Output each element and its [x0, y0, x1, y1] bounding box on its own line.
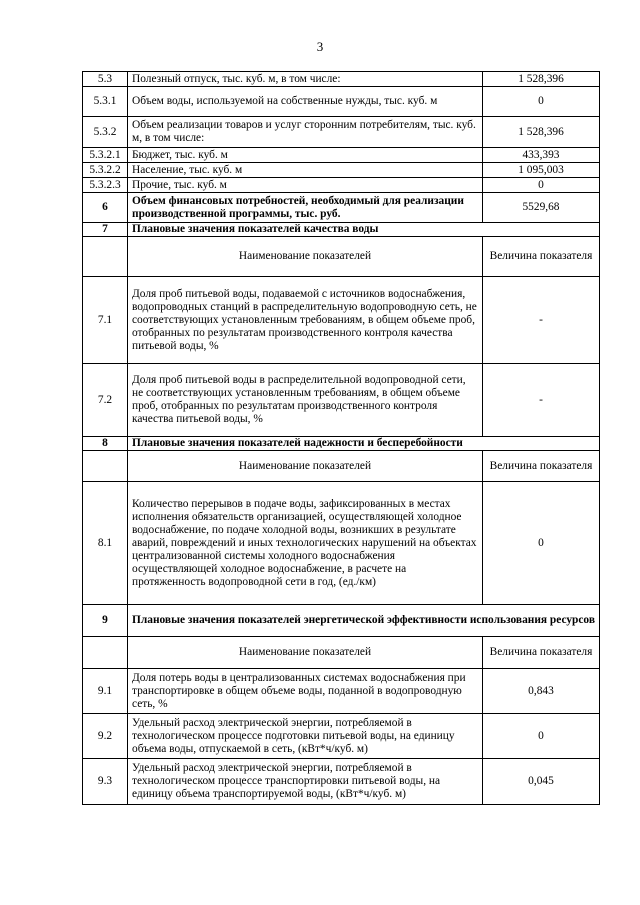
indicators-table — [82, 71, 600, 805]
header-name: Наименование показателей — [128, 637, 483, 669]
header-name: Наименование показателей — [128, 237, 483, 277]
row-number: 5.3.2 — [83, 117, 128, 148]
header-value: Величина показателя — [483, 451, 600, 482]
table-row — [83, 277, 600, 364]
row-number: 5.3.2.3 — [83, 178, 128, 193]
row-value: 1 528,396 — [483, 72, 600, 87]
row-name: Доля проб питьевой воды, подаваемой с источников водоснабжения, водопроводных станций в распределительную водопроводную сеть, не соответствующих установленным требованиям, в общем объеме проб, отобранных по результатам производственного контроля качества питьевой воды, % — [128, 277, 483, 364]
row-name: Объем воды, используемой на собственные нужды, тыс. куб. м — [128, 87, 483, 117]
row-number: 8.1 — [83, 482, 128, 605]
row-name: Объем финансовых потребностей, необходимый для реализации производственной программы, тыс. руб. — [128, 193, 483, 223]
row-name: Население, тыс. куб. м — [128, 163, 483, 178]
row-value: - — [483, 277, 600, 364]
table-row — [83, 72, 600, 87]
section-header-row — [83, 437, 600, 451]
table-row — [83, 87, 600, 117]
row-number: 7.1 — [83, 277, 128, 364]
table-row — [83, 714, 600, 759]
table-row — [83, 117, 600, 148]
empty-cell — [83, 451, 128, 482]
row-name: Удельный расход электрической энергии, потребляемой в технологическом процессе транспортировки питьевой воды, на единицу объема транспортируемой воды, (кВт*ч/куб. м) — [128, 759, 483, 805]
row-number: 5.3.2.2 — [83, 163, 128, 178]
row-name: Бюджет, тыс. куб. м — [128, 148, 483, 163]
header-name: Наименование показателей — [128, 451, 483, 482]
empty-cell — [83, 237, 128, 277]
row-number: 6 — [83, 193, 128, 223]
row-name: Объем реализации товаров и услуг сторонним потребителям, тыс. куб. м, в том числе: — [128, 117, 483, 148]
row-name: Доля потерь воды в централизованных системах водоснабжения при транспортировке в общем объеме воды, поданной в водопроводную сеть, % — [128, 669, 483, 714]
row-value: 0 — [483, 178, 600, 193]
table-row — [83, 178, 600, 193]
header-value: Величина показателя — [483, 237, 600, 277]
section-title: Плановые значения показателей качества воды — [128, 223, 600, 237]
section-number: 8 — [83, 437, 128, 451]
row-value: 433,393 — [483, 148, 600, 163]
table-row — [83, 148, 600, 163]
column-header-row — [83, 237, 600, 277]
row-number: 9.2 — [83, 714, 128, 759]
row-name: Количество перерывов в подаче воды, зафиксированных в местах исполнения обязательств организацией, осуществляющей холодное водоснабжение, по подаче холодной воды, возникших в результате аварий, повреждений и иных технологических нарушений на объектах централизованной системы холодного водоснабжения осуществляющей холодное водоснабжение, в расчете на протяженность водопроводной сети в год, (ед./км) — [128, 482, 483, 605]
row-value: 0,843 — [483, 669, 600, 714]
row-number: 5.3.2.1 — [83, 148, 128, 163]
column-header-row — [83, 637, 600, 669]
row-number: 9.1 — [83, 669, 128, 714]
row-name: Удельный расход электрической энергии, потребляемой в технологическом процессе подготовки питьевой воды, на единицу объема воды, отпускаемой в сеть, (кВт*ч/куб. м) — [128, 714, 483, 759]
row-value: 0,045 — [483, 759, 600, 805]
table-row — [83, 669, 600, 714]
table-row — [83, 482, 600, 605]
row-name: Полезный отпуск, тыс. куб. м, в том числе: — [128, 72, 483, 87]
section-number: 9 — [83, 605, 128, 637]
row-value: 0 — [483, 482, 600, 605]
row-number: 7.2 — [83, 364, 128, 437]
row-name: Доля проб питьевой воды в распределительной водопроводной сети, не соответствующих установленным требованиям, в общем объеме проб, отобранных по результатам производственного контроля качества питьевой воды, % — [128, 364, 483, 437]
row-value: 1 095,003 — [483, 163, 600, 178]
row-number: 9.3 — [83, 759, 128, 805]
section-header-row — [83, 605, 600, 637]
header-value: Величина показателя — [483, 637, 600, 669]
row-value: 0 — [483, 87, 600, 117]
table-row — [83, 193, 600, 223]
section-header-row — [83, 223, 600, 237]
row-name: Прочие, тыс. куб. м — [128, 178, 483, 193]
section-title: Плановые значения показателей надежности и бесперебойности — [128, 437, 600, 451]
table-row — [83, 364, 600, 437]
section-title: Плановые значения показателей энергетической эффективности использования ресурсов — [128, 605, 600, 637]
section-number: 7 — [83, 223, 128, 237]
empty-cell — [83, 637, 128, 669]
row-value: 0 — [483, 714, 600, 759]
row-value: 1 528,396 — [483, 117, 600, 148]
row-value: - — [483, 364, 600, 437]
row-number: 5.3.1 — [83, 87, 128, 117]
row-value: 5529,68 — [483, 193, 600, 223]
table-row — [83, 759, 600, 805]
table-row — [83, 163, 600, 178]
row-number: 5.3 — [83, 72, 128, 87]
page-number: 3 — [316, 39, 324, 54]
column-header-row — [83, 451, 600, 482]
